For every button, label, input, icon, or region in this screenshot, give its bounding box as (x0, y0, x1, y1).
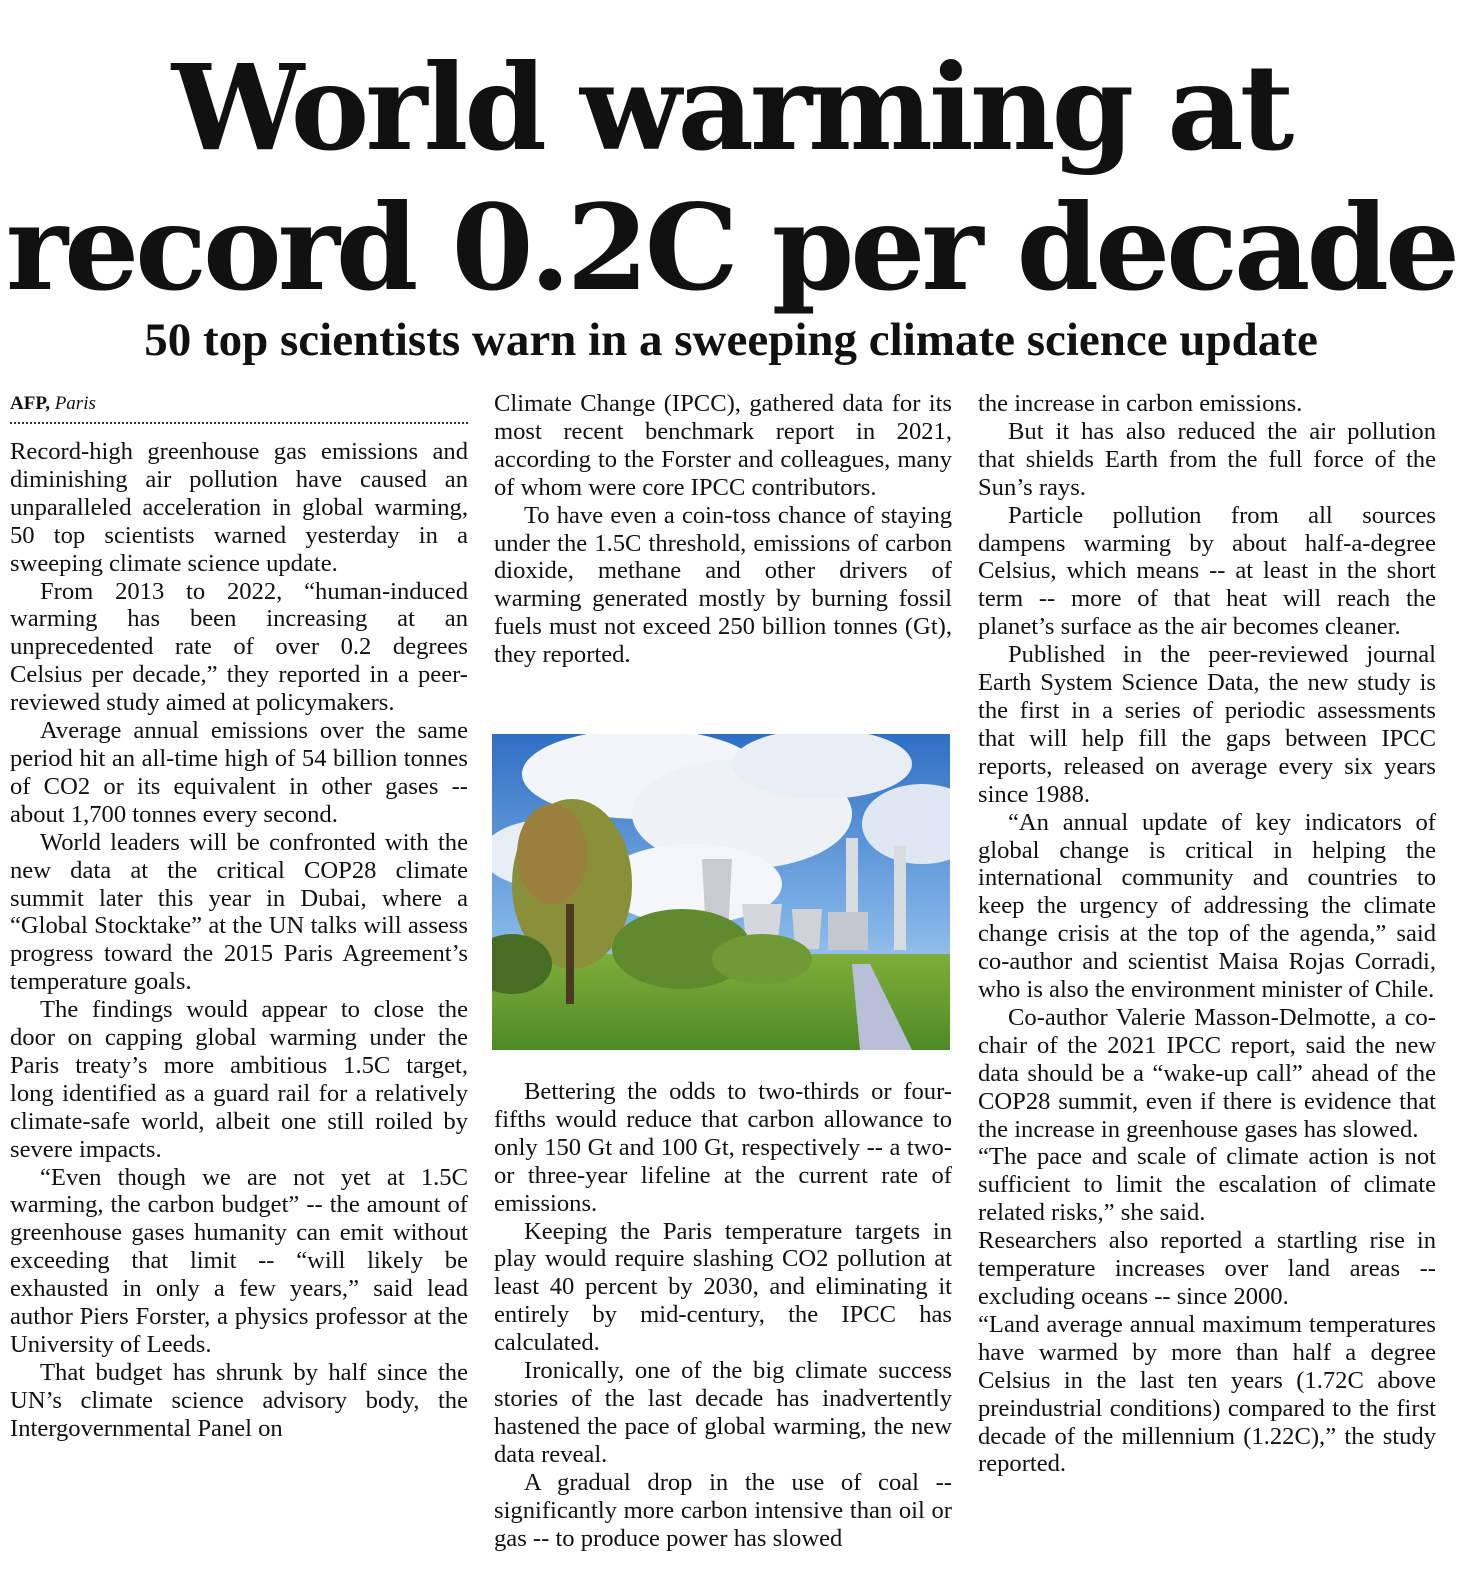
paragraph: “Even though we are not yet at 1.5C warming, the carbon budget” -- the amount of greenhouse gases humanity can emit without exceeding that limit -- “will likely be exhausted in only a few years,” said lead author Piers Forster, a physics professor at the University of Leeds. (10, 1163, 468, 1358)
paragraph: Climate Change (IPCC), gathered data for its most recent benchmark report in 2021, according to the Forster and colleagues, many of whom were core IPCC contributors. (494, 390, 952, 501)
paragraph: Researchers also reported a startling rise in temperature increases over land areas -- excluding oceans -- since 2000. (978, 1227, 1436, 1310)
paragraph: To have even a coin-toss chance of staying under the 1.5C threshold, emissions of carbon dioxide, methane and other drivers of warming generated mostly by burning fossil fuels must not exceed 250 billion tonnes (Gt), they reported. (494, 501, 952, 669)
paragraph: Keeping the Paris temperature targets in play would require slashing CO2 pollution at least 40 percent by 2030, and eliminating it entirely by mid-century, the IPCC has calculated. (494, 1217, 952, 1357)
paragraph: The findings would appear to close the door on capping global warming under the Paris treaty’s more ambitious 1.5C target, long identified as a guard rail for a relatively climate-safe world, albeit one still roiled by severe impacts. (10, 996, 468, 1163)
byline-divider (10, 422, 468, 424)
paragraph: A gradual drop in the use of coal -- significantly more carbon intensive than oil or gas -- to produce power has slowed (494, 1468, 952, 1552)
paragraph: the increase in carbon emissions. (978, 390, 1303, 417)
paragraph: Record-high greenhouse gas emissions and diminishing air pollution have caused an unparalleled acceleration in global warming, 50 top scientists warned yesterday in a sweeping climate science update. (10, 438, 468, 577)
paragraph: Bettering the odds to two-thirds or four-fifths would reduce that carbon allowance to only 150 Gt and 100 Gt, respectively -- a two- or three-year lifeline at the current rate of emissions. (494, 1078, 952, 1217)
headline-line-2: record 0.2C per decade (5, 178, 1457, 317)
byline-agency: AFP, (10, 393, 50, 414)
paragraph: From 2013 to 2022, “human-induced warming has been increasing at an unprecedented rate of over 0.2 degrees Celsius per decade,” they reported in a peer-reviewed study aimed at policymakers. (10, 577, 468, 717)
paragraph: Ironically, one of the big climate success stories of the last decade has inadvertently hastened the pace of global warming, the new data reveal. (494, 1357, 952, 1468)
paragraph: But it has also reduced the air pollution that shields Earth from the full force of the Sun’s rays. (978, 417, 1436, 501)
byline (10, 392, 468, 416)
paragraph: World leaders will be confronted with the new data at the critical COP28 climate summit later this year in Dubai, where a “Global Stocktake” at the UN talks will assess progress toward the 2015 Paris Agreement’s temperature goals. (10, 828, 468, 996)
subheadline: 50 top scientists warn in a sweeping climate science update (144, 314, 1318, 366)
paragraph: “Land average annual maximum temperatures have warmed by more than half a degree Celsius in the last ten years (1.72C above preindustrial conditions) compared to the first decade of the millennium (1.22C),” the study reported. (978, 1310, 1436, 1478)
paragraph: Co-author Valerie Masson-Delmotte, a co-chair of the 2021 IPCC report, said the new data should be a “wake-up call” ahead of the COP28 summit, even if there is evidence that the increase in greenhouse gases has slowed. (978, 1003, 1436, 1143)
headline-line-1: World warming at (171, 38, 1291, 177)
paragraph: “The pace and scale of climate action is not sufficient to limit the escalation of climate related risks,” she said. (978, 1143, 1436, 1227)
article-column-1 (10, 390, 468, 1443)
byline-place: Paris (54, 393, 96, 414)
paragraph: Average annual emissions over the same period hit an all-time high of 54 billion tonnes of CO2 or its equivalent in other gases -- about 1,700 tonnes every second. (10, 717, 468, 828)
power-plant-illustration (492, 734, 950, 1050)
article-column-2-bottom (494, 1078, 952, 1552)
paragraph: Particle pollution from all sources dampens warming by about half-a-degree Celsius, which means -- at least in the short term -- more of that heat will reach the planet’s surface as the air becomes cleaner. (978, 501, 1436, 641)
article-column-3 (978, 390, 1436, 1478)
paragraph: “An annual update of key indicators of global change is critical in helping the international community and countries to keep the urgency of addressing the climate change crisis at the top of the agenda,” said co-author and scientist Maisa Rojas Corradi, who is also the environment minister of Chile. (978, 808, 1436, 1004)
paragraph: Published in the peer-reviewed journal Earth System Science Data, the new study is the first in a series of periodic assessments that will help fill the gaps between IPCC reports, released on average every six years since 1988. (978, 641, 1436, 808)
article-column-2-top (494, 390, 952, 669)
paragraph: That budget has shrunk by half since the UN’s climate science advisory body, the Intergovernmental Panel on (10, 1358, 468, 1442)
power-plant-photo (492, 734, 950, 1050)
